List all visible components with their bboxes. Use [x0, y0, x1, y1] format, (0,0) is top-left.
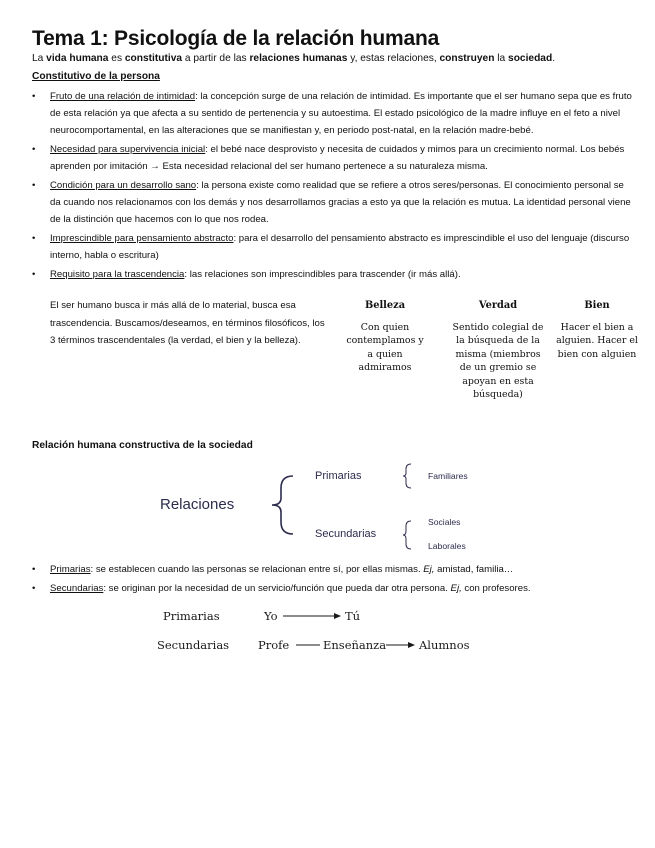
section-heading-constructiva: Relación humana constructiva de la sociedad — [32, 440, 253, 451]
transcendental-body: Con quien contemplamos y a quien admiramos — [346, 322, 424, 374]
list-item — [32, 141, 632, 175]
flow-secondary-from: Profe — [258, 638, 290, 652]
diagram-secondary-child: Laborales — [428, 541, 466, 551]
flow-secondary-to: Alumnos — [419, 638, 470, 652]
bullet-term: Secundarias — [50, 583, 104, 594]
bullet-term: Condición para un desarrollo sano — [50, 180, 197, 192]
bullet-text: con profesores. — [461, 583, 531, 594]
bullet-term: Primarias — [50, 564, 91, 575]
flow-secondary-mid: Enseñanza — [323, 638, 387, 652]
transcendental-heading: Verdad — [478, 300, 518, 311]
transcendental-heading: Belleza — [364, 300, 406, 311]
diagram-root: Relaciones — [160, 496, 235, 513]
transcendental-body: Sentido colegial de la búsqueda de la misma (miembros de un gremio se apoyan en esta búsqueda) — [452, 322, 544, 401]
bullet-text: : el bebé nace desprovisto y necesita de cuidados y mimos para un crecimiento normal. Los bebés aprenden por imitación → Esta necesidad relacional del ser humano pertenece a su naturaleza misma. — [50, 144, 625, 173]
list-item — [32, 230, 632, 264]
intro-text: . — [552, 53, 556, 64]
list-item — [32, 266, 632, 283]
list-item — [32, 579, 632, 598]
section-heading-constitutivo: Constitutivo de la persona — [32, 71, 160, 82]
transcendental-heading: Bien — [584, 300, 610, 311]
bullet-icon: • — [32, 180, 36, 192]
diagram-primary: Primarias — [315, 470, 362, 482]
flow-secondary-label: Secundarias — [157, 638, 230, 652]
flow-primary-to: Tú — [345, 609, 361, 623]
bullet-term: Requisito para la trascendencia — [50, 269, 185, 281]
intro-paragraph — [32, 53, 555, 64]
list-item — [32, 88, 632, 140]
intro-text: a partir de las — [182, 53, 250, 64]
bullet-text: : las relaciones son imprescindibles para trascender (ir más allá). — [184, 269, 461, 281]
bullet-text: : la concepción surge de una relación de intimidad. Es importante que el ser humano sepa que es fruto de esta relación ya que afecta a su sentido de pertenencia y su autoestima. El estado psicológico de la madre influye en el feto a nivel neurocomportamental, en las alteraciones que se manifiestan y, en periodo post-natal, en la relación madre-bebé. — [50, 91, 632, 137]
list-item — [32, 560, 632, 579]
bullet-text: : se originan por la necesidad de un servicio/función que pueda dar otra persona. — [103, 583, 451, 594]
bullet-text: : para el desarrollo del pensamiento abstracto es imprescindible el uso del lenguaje (discurso interno, habla o escritura) — [50, 233, 630, 262]
page-title: Tema 1: Psicología de la relación humana — [32, 27, 440, 50]
bullet-text: : se establecen cuando las personas se relacionan entre sí, por ellas mismas. — [90, 564, 424, 575]
flow-primary-from: Yo — [264, 609, 278, 623]
transcendental-body: Hacer el bien a alguien. Hacer el bien con alguien — [556, 322, 638, 360]
intro-bold: sociedad — [508, 53, 553, 64]
bullet-text: amistad, familia… — [434, 564, 514, 575]
intro-bold: vida humana — [46, 53, 109, 64]
flow-primary-label: Primarias — [163, 609, 220, 623]
bullet-term: Necesidad para supervivencia inicial — [50, 144, 206, 156]
intro-text: es — [108, 53, 125, 64]
intro-text: y, estas relaciones, — [347, 53, 440, 64]
bullet-italic: Ej, — [423, 564, 435, 575]
bullet-italic: Ej, — [450, 583, 462, 594]
main-brace — [272, 476, 293, 534]
bullet-term: Fruto de una relación de intimidad — [50, 91, 196, 102]
diagram-secondary: Secundarias — [315, 528, 377, 540]
bullet-icon: • — [32, 269, 36, 281]
transcendence-paragraph: El ser humano busca ir más allá de lo material, busca esa trascendencia. Buscamos/deseamos, en términos filosóficos, los 3 términos trascendentales (la verdad, el bien y la belleza). — [50, 300, 325, 347]
constitutive-list — [32, 88, 632, 285]
intro-text: la — [494, 53, 509, 64]
bullet-icon: • — [32, 583, 36, 594]
intro-bold: constitutiva — [124, 53, 183, 64]
secondary-brace — [403, 521, 411, 549]
primary-brace — [403, 464, 411, 488]
intro-text: La — [32, 53, 47, 64]
bullet-icon: • — [32, 91, 36, 102]
transcendental-bien — [556, 300, 638, 361]
bullet-term: Imprescindible para pensamiento abstracto — [50, 233, 234, 245]
transcendental-belleza — [344, 300, 426, 375]
bullet-text: : la persona existe como realidad que se refiere a otros seres/personas. El conocimiento personal se da cuando nos relacionamos con los demás y nos desarrollamos gracias a esto ya que la relación es mutua. La identidad personal viene de la distinción que hacemos con lo que nos rodea. — [50, 180, 631, 226]
bullet-icon: • — [32, 144, 36, 156]
intro-bold: construyen — [439, 53, 495, 64]
bullet-icon: • — [32, 564, 36, 575]
diagram-secondary-child: Sociales — [428, 517, 461, 527]
list-item — [32, 177, 632, 229]
relations-list — [32, 560, 632, 598]
intro-bold: relaciones humanas — [249, 53, 348, 64]
transcendental-verdad — [452, 300, 544, 401]
diagram-primary-child: Familiares — [428, 471, 468, 481]
bullet-icon: • — [32, 233, 36, 245]
